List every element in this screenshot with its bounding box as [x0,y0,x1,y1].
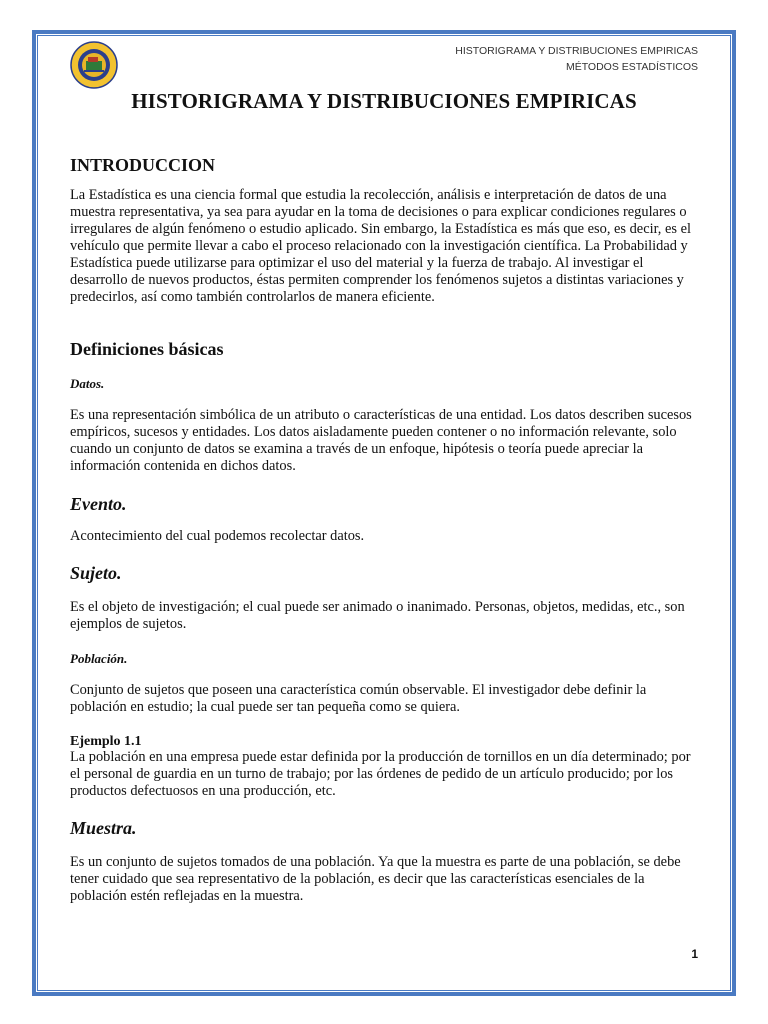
running-header [455,43,698,75]
poblacion-paragraph: Conjunto de sujetos que poseen una característica común observable. El investigador debe definir la población en estudio; la cual puede ser tan pequeña como se quiera. [70,682,647,715]
definitions-heading: Definiciones básicas [70,339,224,359]
page-number: 1 [691,947,698,961]
intro-heading: INTRODUCCION [70,155,216,175]
datos-heading: Datos. [70,376,105,391]
muestra-heading: Muestra. [70,818,137,838]
running-header-subtitle: MÉTODOS ESTADÍSTICOS [565,61,698,73]
ejemplo-paragraph: La población en una empresa puede estar definida por la producción de tornillos en un día determinado; por el personal de guardia en un turno de trabajo; por las órdenes de pedido de un artículo producido; por los productos defectuosos en una producción, etc. [70,749,691,799]
page-title: HISTORIGRAMA Y DISTRIBUCIONES EMPIRICAS [131,89,637,113]
datos-paragraph: Es una representación simbólica de un atributo o características de una entidad. Los datos describen sucesos empíricos, sucesos y entidades. Los datos aisladamente pueden contener o no información relevante, solo cuando un conjunto de datos se examina a través de un enfoque, hipótesis o teoría puede apreciar la información contenida en dichos datos. [70,407,692,474]
intro-paragraph: La Estadística es una ciencia formal que estudia la recolección, análisis e interpretación de datos de una muestra representativa, ya sea para ayudar en la toma de decisiones o para explicar condiciones regulares o irregulares de algún fenómeno o estudio aplicado. Sin embargo, la Estadística es más que eso, es decir, es el vehículo que permite llevar a cabo el proceso relacionado con la investigación científica. La Probabilidad y Estadística puede utilizarse para optimizar el uso del material y la fuerza de trabajo. Al investigar el desarrollo de nuevos productos, éstas permiten comprender los fenómenos sujetos a distintas variaciones y predecirlos, así como también controlarlos de manera eficiente. [70,187,691,305]
sujeto-heading: Sujeto. [70,563,122,583]
ejemplo-heading: Ejemplo 1.1 [70,734,142,749]
sujeto-paragraph: Es el objeto de investigación; el cual puede ser animado o inanimado. Personas, objetos, medidas, etc., son ejemplos de sujetos. [70,599,685,632]
evento-heading: Evento. [70,494,127,514]
university-logo-icon [70,41,118,89]
poblacion-heading: Población. [70,651,128,666]
muestra-paragraph: Es un conjunto de sujetos tomados de una población. Ya que la muestra es parte de una población, se debe tener cuidado que sea representativo de la población, es decir que las características esenciales de la población estén reflejadas en la muestra. [70,854,681,904]
evento-paragraph: Acontecimiento del cual podemos recolectar datos. [70,528,365,544]
running-header-title: HISTORIGRAMA Y DISTRIBUCIONES EMPIRICAS [455,45,698,57]
